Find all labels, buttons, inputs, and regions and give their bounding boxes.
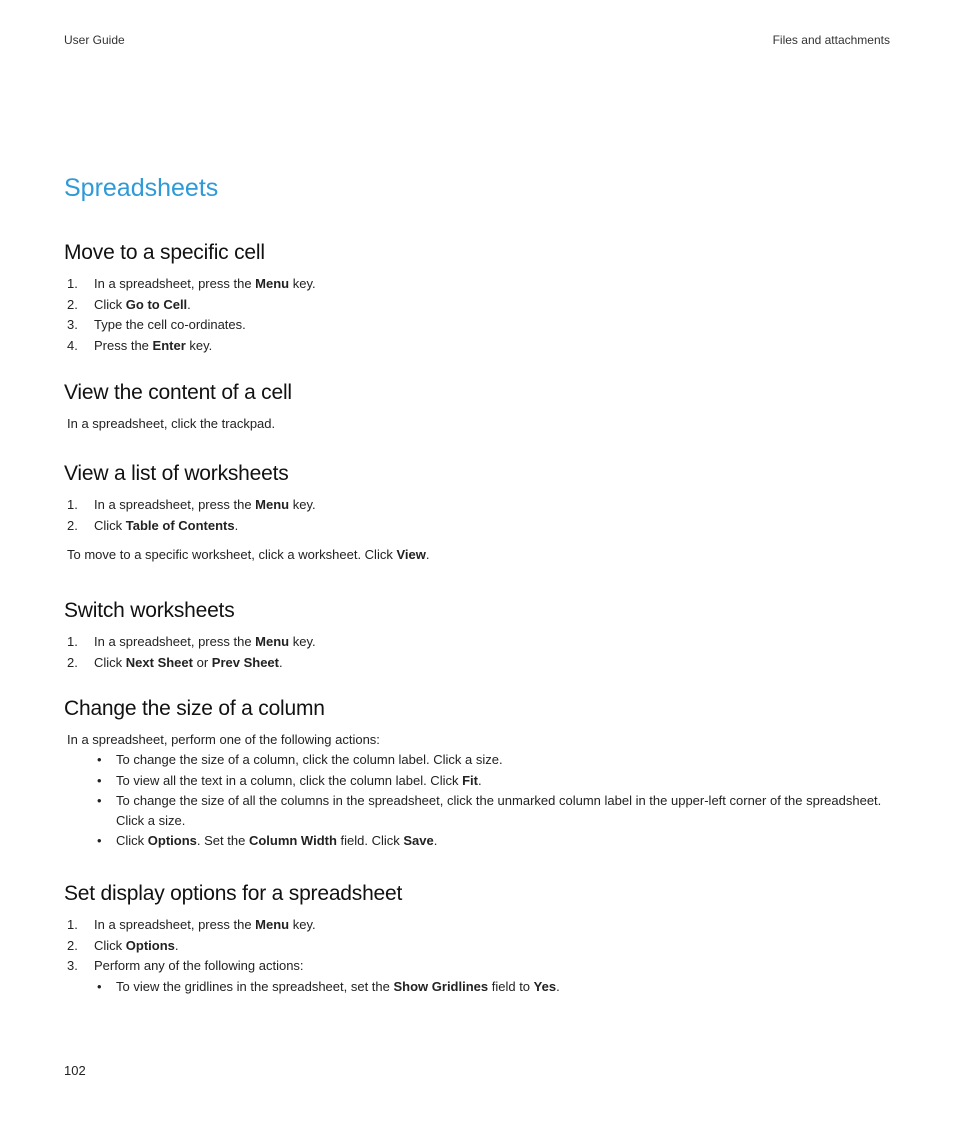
section-heading: Change the size of a column [64,697,325,720]
bullet-keyword: Fit [462,772,478,788]
note-keyword: View [396,547,426,563]
step-text: . [174,937,179,953]
step-number: 3. [67,958,78,974]
bullet-item [64,977,894,998]
step-item [64,315,894,336]
step-number: 1. [67,634,78,649]
step-text: Perform any of the following actions: [94,958,304,974]
bullet-item [64,771,894,791]
step-text: key. [185,338,213,354]
bullet-icon: • [97,752,102,767]
bullet-text: . [556,979,560,995]
step-keyword: Go to Cell [125,296,188,312]
header-guide-title: User Guide [64,33,125,47]
step-text: . [234,517,239,533]
step-item [64,956,894,977]
step-keyword: Prev Sheet [211,654,279,670]
section-heading: Move to a specific cell [64,241,265,264]
bullet-list [64,750,894,851]
step-number: 3. [67,317,78,333]
header-chapter-title: Files and attachments [772,33,890,47]
step-text: Click [94,654,126,670]
bullet-text: . Set the [196,833,249,848]
step-text: key. [289,497,316,512]
step-keyword: Menu [255,497,290,512]
step-keyword: Table of Contents [125,517,235,533]
step-item [64,295,894,316]
section-view-worksheets [64,462,894,566]
bullet-text: To view the gridlines in the spreadsheet, set the [116,979,394,995]
step-number: 4. [67,338,78,354]
bullet-keyword: Column Width [248,833,337,848]
section-heading: Switch worksheets [64,599,235,622]
step-item [64,336,894,357]
step-text: Press the [94,338,153,354]
section-heading: View a list of worksheets [64,462,289,485]
step-item [64,653,894,674]
step-text: key. [289,276,316,291]
bullet-item [64,791,894,830]
bullet-icon: • [97,793,102,808]
step-item [64,915,894,936]
bullet-list [64,977,894,998]
step-number: 2. [67,654,78,670]
step-number: 2. [67,296,78,312]
step-text: In a spreadsheet, press the [94,634,256,649]
bullet-item [64,831,894,851]
step-text: Type the cell co-ordinates. [94,317,246,333]
section-paragraph: In a spreadsheet, click the trackpad. [67,416,276,431]
step-keyword: Menu [255,634,290,649]
step-text: Click [94,517,126,533]
step-text: Click [94,296,126,312]
step-item [64,495,894,516]
bullet-text: field. Click [336,833,404,848]
step-item [64,274,894,295]
bullet-text: To change the size of a column, click the column label. Click a size. [116,752,503,767]
step-text: key. [289,917,316,932]
step-text: In a spreadsheet, press the [94,917,256,932]
step-item [64,936,894,957]
step-list [64,274,894,357]
bullet-keyword: Show Gridlines [393,979,489,995]
page-number: 102 [64,1063,86,1078]
bullet-text: Click [116,833,148,848]
section-switch-worksheets [64,599,894,673]
bullet-text: field to [488,979,534,995]
section-display-options [64,882,894,998]
step-item [64,516,894,537]
step-number: 2. [67,937,78,953]
step-number: 1. [67,276,78,291]
bullet-text: To change the size of all the columns in the spreadsheet, click the unmarked column label in the upper-left corner of the spreadsheet. Click a size. [116,793,882,828]
step-keyword: Next Sheet [125,654,193,670]
bullet-item [64,750,894,770]
step-text: In a spreadsheet, press the [94,497,256,512]
step-text: . [278,654,283,670]
section-change-column-size [64,697,894,852]
bullet-text: . [433,833,438,848]
section-heading: Set display options for a spreadsheet [64,882,403,905]
bullet-text: . [477,772,482,788]
step-list [64,495,894,536]
bullet-keyword: Options [147,833,197,848]
step-text: or [192,654,212,670]
section-heading: View the content of a cell [64,381,292,404]
step-number: 2. [67,517,78,533]
step-item [64,632,894,653]
note-text: . [425,547,430,563]
bullet-text: To view all the text in a column, click the column label. Click [116,772,463,788]
step-keyword: Menu [255,276,290,291]
section-intro: In a spreadsheet, perform one of the following actions: [67,732,380,747]
step-keyword: Options [125,937,175,953]
section-view-cell-content [64,381,894,435]
step-text: In a spreadsheet, press the [94,276,256,291]
step-text: Click [94,937,126,953]
section-move-to-cell [64,241,894,357]
bullet-icon: • [97,772,102,788]
bullet-icon: • [97,979,102,995]
step-keyword: Menu [255,917,290,932]
step-text: key. [289,634,316,649]
step-number: 1. [67,497,78,512]
note-text: To move to a specific worksheet, click a worksheet. Click [67,547,397,563]
step-number: 1. [67,917,78,932]
step-list [64,915,894,977]
step-keyword: Enter [152,338,186,354]
page-title: Spreadsheets [64,174,219,202]
section-note [67,545,894,566]
bullet-keyword: Save [403,833,434,848]
step-text: . [187,296,191,312]
bullet-keyword: Yes [533,979,557,995]
step-list [64,632,894,673]
bullet-icon: • [97,833,102,848]
